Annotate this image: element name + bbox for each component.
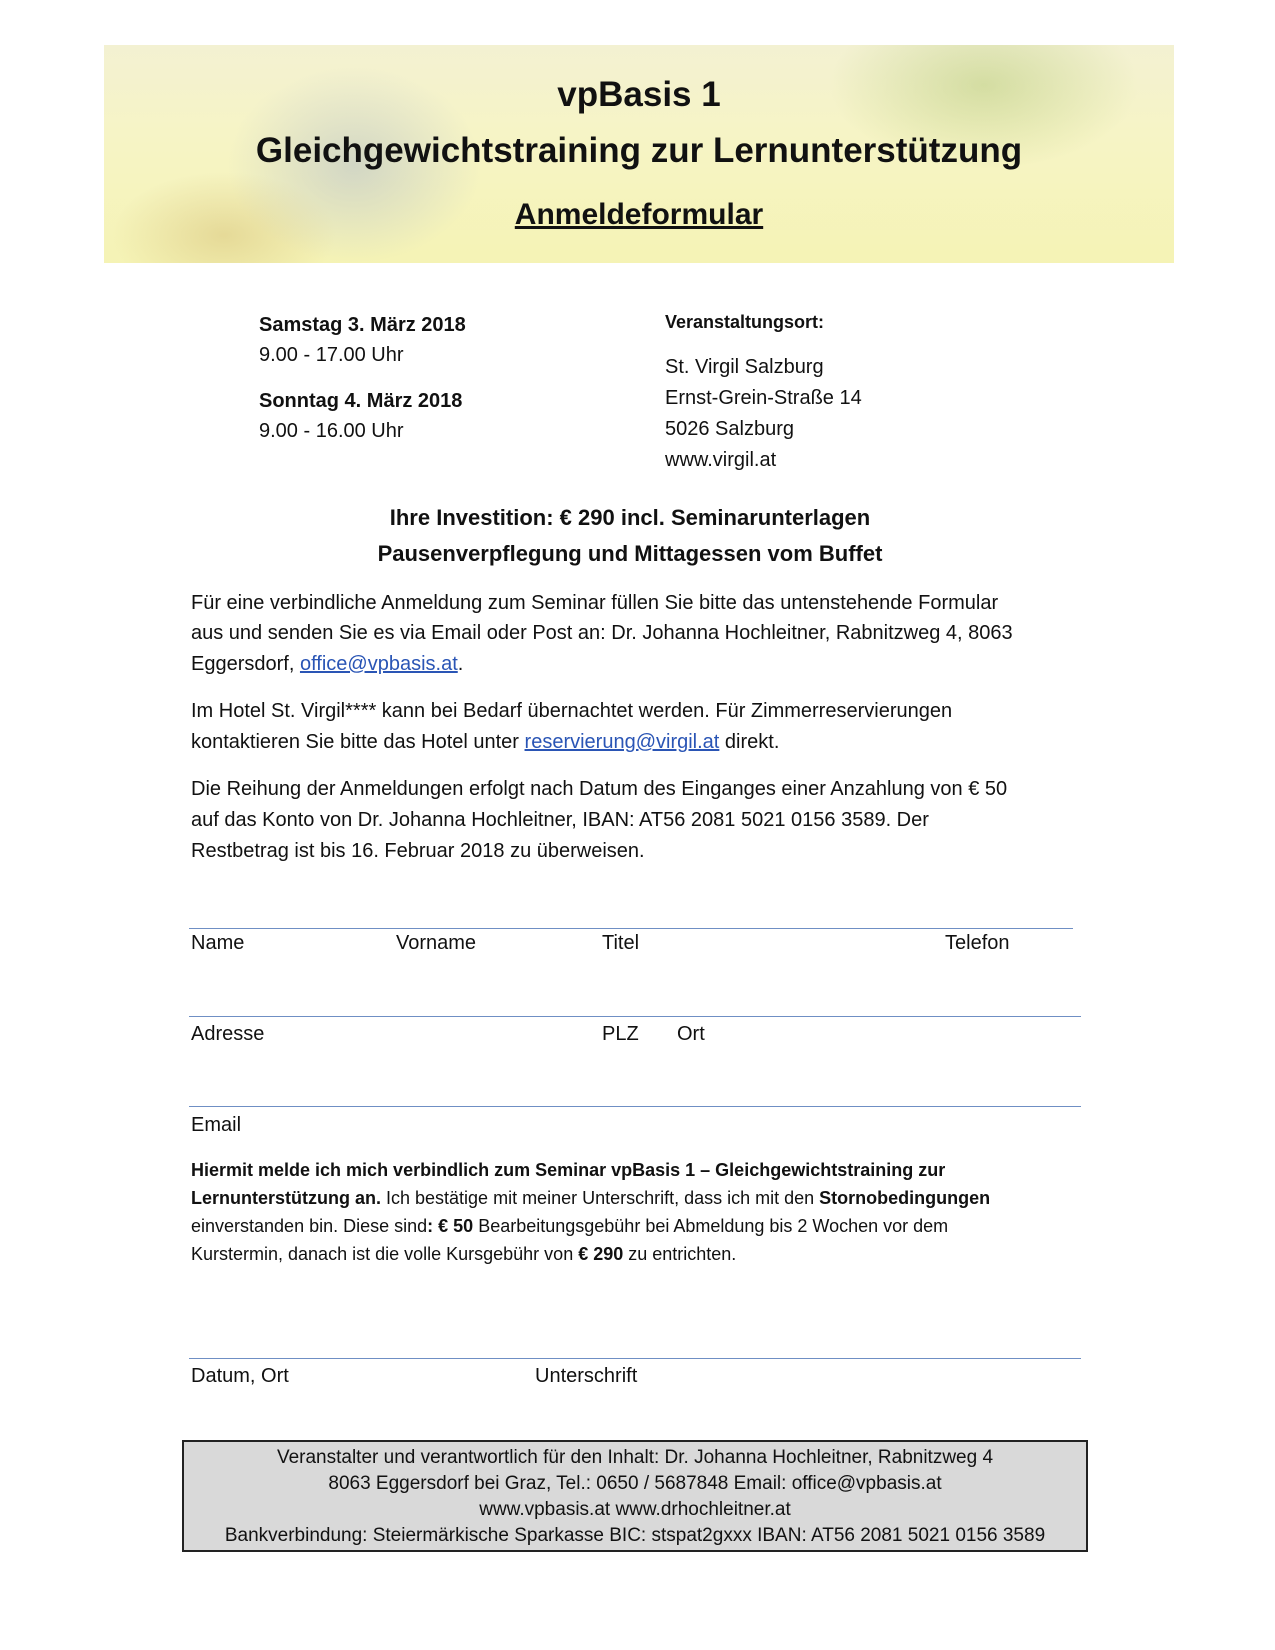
consent-fee-290: € 290 bbox=[578, 1244, 624, 1264]
consent-text-3b: Bearbeitungsgebühr bei Abmeldung bis 2 Wochen vor dem bbox=[473, 1216, 949, 1236]
investment-line1: Ihre Investition: € 290 incl. Seminarunterlagen bbox=[389, 505, 871, 530]
paragraph-3-line1: Die Reihung der Anmeldungen erfolgt nach Datum des Einganges einer Anzahlung von € 50 bbox=[191, 778, 1008, 800]
form-heading: Anmeldeformular bbox=[514, 198, 764, 231]
paragraph-2-end: direkt. bbox=[719, 731, 780, 753]
paragraph-3-line2: auf das Konto von Dr. Johanna Hochleitner, IBAN: AT56 2081 5021 0156 3589. Der bbox=[191, 809, 929, 831]
consent-storno: Stornobedingungen bbox=[819, 1188, 991, 1208]
footer-bank: Bankverbindung: Steiermärkische Sparkasse BIC: stspat2gxxx IBAN: AT56 2081 5021 0156 3589 bbox=[224, 1525, 1046, 1546]
paragraph-1-line2: aus und senden Sie es via Email oder Post an: Dr. Johanna Hochleitner, Rabnitzweg 4, 8063 bbox=[191, 622, 1013, 644]
form-line-3 bbox=[189, 1106, 1081, 1107]
telefon-field-label[interactable]: Telefon bbox=[945, 932, 1010, 954]
vorname-field-label[interactable]: Vorname bbox=[396, 932, 477, 954]
footer-websites: www.vpbasis.at www.drhochleitner.at bbox=[479, 1499, 791, 1520]
titel-field-label[interactable]: Titel bbox=[602, 932, 640, 954]
venue-label: Veranstaltungsort: bbox=[665, 312, 825, 332]
signature-line bbox=[189, 1358, 1081, 1359]
footer-contact: 8063 Eggersdorf bei Graz, Tel.: 0650 / 5687848 Email: office@vpbasis.at bbox=[328, 1473, 942, 1494]
paragraph-1-end: . bbox=[457, 653, 464, 675]
consent-bold-1: Hiermit melde ich mich verbindlich zum Seminar vpBasis 1 – Gleichgewichtstraining zur bbox=[191, 1160, 946, 1180]
venue-city: 5026 Salzburg bbox=[665, 418, 794, 440]
paragraph-2-line2 bbox=[191, 727, 779, 758]
consent-fee-50: : € 50 bbox=[427, 1216, 474, 1236]
hotel-email-link[interactable]: reservierung@virgil.at bbox=[524, 731, 720, 753]
header-banner bbox=[104, 45, 1174, 263]
paragraph-1-text: Eggersdorf, bbox=[191, 653, 300, 675]
adresse-field-label[interactable]: Adresse bbox=[191, 1023, 265, 1045]
footer-organizer: Veranstalter und verantwortlich für den Inhalt: Dr. Johanna Hochleitner, Rabnitzweg 4 bbox=[276, 1447, 994, 1468]
ort-field-label[interactable]: Ort bbox=[677, 1023, 705, 1045]
paragraph-1-line1: Für eine verbindliche Anmeldung zum Seminar füllen Sie bitte das untenstehende Formular bbox=[191, 592, 999, 614]
day2-time: 9.00 - 16.00 Uhr bbox=[259, 420, 404, 442]
day1-time: 9.00 - 17.00 Uhr bbox=[259, 344, 404, 366]
venue-website[interactable]: www.virgil.at bbox=[665, 449, 777, 471]
datum-ort-field-label[interactable]: Datum, Ort bbox=[191, 1365, 289, 1387]
course-title: vpBasis 1 bbox=[557, 75, 721, 114]
consent-line3 bbox=[191, 1212, 948, 1240]
consent-text-3: einverstanden bin. Diese sind bbox=[191, 1216, 428, 1236]
consent-text-2: Ich bestätige mit meiner Unterschrift, dass ich mit den bbox=[381, 1188, 820, 1208]
venue-street: Ernst-Grein-Straße 14 bbox=[665, 387, 862, 409]
name-field-label[interactable]: Name bbox=[191, 932, 245, 954]
paragraph-2-line1: Im Hotel St. Virgil**** kann bei Bedarf übernachtet werden. Für Zimmerreservierungen bbox=[191, 700, 953, 722]
consent-text-4: Kurstermin, danach ist die volle Kursgebühr von bbox=[191, 1244, 579, 1264]
plz-field-label[interactable]: PLZ bbox=[602, 1023, 639, 1045]
consent-line4 bbox=[191, 1240, 736, 1268]
office-email-link[interactable]: office@vpbasis.at bbox=[299, 653, 458, 675]
consent-line1 bbox=[191, 1156, 945, 1184]
footer-box bbox=[182, 1440, 1088, 1552]
paragraph-2-text: kontaktieren Sie bitte das Hotel unter bbox=[191, 731, 525, 753]
course-subtitle: Gleichgewichtstraining zur Lernunterstützung bbox=[255, 131, 1023, 170]
consent-line2 bbox=[191, 1184, 990, 1212]
unterschrift-field-label[interactable]: Unterschrift bbox=[535, 1365, 638, 1387]
paragraph-3-line3: Restbetrag ist bis 16. Februar 2018 zu überweisen. bbox=[191, 840, 645, 862]
venue-name: St. Virgil Salzburg bbox=[665, 356, 824, 378]
email-field-label[interactable]: Email bbox=[191, 1114, 242, 1136]
consent-text-4b: zu entrichten. bbox=[623, 1244, 737, 1264]
consent-bold-2: Lernunterstützung an. bbox=[191, 1188, 381, 1208]
form-line-2 bbox=[189, 1016, 1081, 1017]
investment-line2: Pausenverpflegung und Mittagessen vom Buffet bbox=[377, 541, 883, 566]
day2-label: Sonntag 4. März 2018 bbox=[259, 390, 463, 412]
day1-label: Samstag 3. März 2018 bbox=[259, 314, 466, 336]
paragraph-1-line3 bbox=[191, 649, 463, 680]
